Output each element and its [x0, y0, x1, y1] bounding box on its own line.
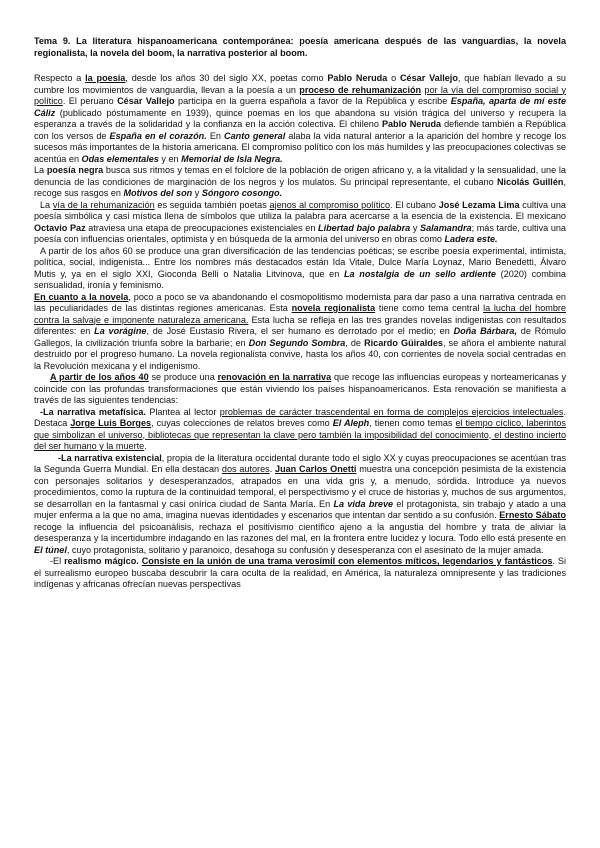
work-ladera-este: Ladera este.: [444, 234, 498, 244]
author-vallejo: César Vallejo: [117, 96, 175, 106]
text: se produce una: [148, 372, 218, 382]
text: La: [40, 199, 53, 210]
author-sabato: Ernesto Sábato: [499, 510, 566, 520]
paragraph-poesia-compromiso: [34, 73, 566, 165]
term-novela-regionalista: novela regionalista: [291, 303, 376, 313]
author-paz: Octavio Paz: [34, 222, 86, 233]
text: . Si el surrealismo europeo buscaba descubrir la cara oculta de la realidad, en América, la naturaleza omnipresente y las tradiciones indígenas y africanas ofrecían nuevas perspectivas: [34, 556, 567, 589]
text: En: [206, 130, 225, 141]
text: que recoge las influencias europeas y norteamericanas y coincide con las profundas transformaciones que están viviendo los países hispanoamericanos. Esta renovación se manifiesta a través de las siguientes tendencias:: [34, 372, 566, 405]
author-guiraldes: Ricardo Güiraldes: [364, 337, 443, 348]
author-neruda: Pablo Neruda: [327, 73, 388, 83]
text: La: [34, 165, 47, 175]
text: tiene como tema central: [375, 303, 484, 313]
text: recoge la influencia del psicoanálisis, rechaza el positivismo científico ajeno a la angustia del hombre y trata de aliviar la desesperanza y la incertidumbre indagando en las razones del mal, en la frontera entre lucidez y locura. Todo ello está presente en: [34, 521, 566, 543]
term-la-poesia: la poesía: [85, 73, 126, 83]
work-voragine: La vorágine: [94, 326, 147, 336]
text: (publicado póstumamente en 1939), quince poemas en los que abandona su visión trágica del universo y recupera la esperanza a través de la solidaridad y la confianza en la acción colectiva. El chileno: [34, 107, 566, 129]
work-espana-caliz: España, aparta de mí este Cáliz: [34, 96, 566, 118]
text: , propia de la literatura occidental durante todo el siglo XX y cuyas preocupaciones se acentúan tras la Segunda Guerra Mundial. En ella destacan: [34, 452, 566, 474]
work-libertad: Libertad bajo palabra: [318, 222, 411, 233]
text: , tienen como temas: [369, 418, 456, 428]
paragraph-poesia-negra: [34, 165, 566, 200]
term-renovacion: renovación en la narrativa: [217, 372, 332, 382]
text: .: [144, 441, 147, 451]
term-lucha: la lucha del hombre contra la salvaje e imponente naturaleza americana.: [34, 303, 566, 325]
term-rehumanizacion: proceso de rehumanización: [299, 84, 422, 95]
text: de Rómulo Gallegos, la civilización triunfa sobre la barbarie; en: [34, 326, 566, 348]
term-anos-40: A partir de los años 40: [50, 372, 149, 382]
text: , cuyo protagonista, solitario y paranoico, desahoga su confusión y desesperanza con el asesinato de la mujer amada.: [66, 544, 544, 555]
text: muestra una concepción pesimista de la existencia con personajes solitarios y desesperanzados, atrapados en una vida gris y, a menudo, sórdida. Introduce ya nuevos procedimientos, como la ruptura de la continuidad temporal, el perspectivismo y el cruce de historias y, muchos de sus argumentos, se desarrollan en la fantasmal y casi onírica ciudad de Santa María. En: [34, 464, 567, 509]
work-odas: Odas elementales: [81, 153, 159, 164]
paragraph-renovacion: [34, 372, 566, 407]
text: , cuyas colecciones de relatos breves como: [151, 418, 333, 428]
author-vallejo: César Vallejo: [399, 73, 458, 83]
text: , desde los años 30 del siglo XX, poetas como: [125, 73, 328, 83]
text: y: [192, 188, 202, 198]
term-novela: En cuanto a la novela: [34, 291, 129, 302]
term-realismo-magico: realismo mágico.: [64, 556, 139, 566]
author-guillen: Nicolás Guillén: [496, 176, 564, 187]
text: A partir de los años 60 se produce una gran diversificación de las tendencias poéticas; se escribe poesía experimental, intimista, política, social, indigenista... Entre los nombres más destacados están Ida Vitale, Dulce María Loynaz, Mario Benedetti, Álvaro Mutis y, ya en el siglo XXI, Gioconda Belli o Natalia Litvinova, que en: [34, 245, 566, 279]
text: , poco a poco se va abandonando el cosmopolitismo modernista para dar paso a una narrativa centrada en las peculiaridades de las distintas regiones americanas. Esta: [34, 291, 566, 313]
work-vida-breve: La vida breve: [333, 498, 394, 509]
author-neruda: Pablo Neruda: [381, 119, 442, 129]
document-title: Tema 9. La literatura hispanoamericana contemporánea: poesía americana después de las vanguardias, la novela regionalista, la novela del boom, la narrativa posterior al boom.: [34, 36, 566, 58]
text: ; más tarde, cultiva una poesía con influencias orientales, optimista y en búsqueda de la armonía del universo en obras como: [34, 222, 566, 244]
term-narrativa-existencial: -La narrativa existencial: [58, 452, 162, 463]
work-aleph: El Aleph: [332, 418, 370, 428]
work-memorial: Memorial de Isla Negra.: [181, 153, 283, 164]
term-definicion-realismo: Consiste en la unión de una trama verosímil con elementos míticos, legendarios y fantásticos: [141, 556, 553, 566]
paragraph-novela-regionalista: [34, 292, 566, 373]
text: busca sus ritmos y temas en el folclore de la población de origen africano y, a la vitalidad y la sensualidad, une la denuncia de las condiciones de marginación de los negros y los mulatos. Su principal representante, el cubano: [34, 165, 566, 187]
work-tunel: El túnel: [34, 544, 67, 555]
work-salamandra: Salamandra: [420, 222, 472, 233]
text: , recoge sus rasgos en: [34, 176, 566, 198]
term-poesia-negra: poesía negra: [46, 165, 104, 175]
text: (2020) combina sensualidad, ironía y feminismo.: [34, 268, 566, 290]
text: , de: [345, 337, 365, 348]
text: y: [410, 222, 420, 233]
paragraph-realismo-magico: [34, 556, 566, 591]
work-songoro: Sóngoro cosongo.: [201, 188, 283, 198]
term-temas-borges: el tiempo cíclico, laberintos que simbolizan el universo, bibliotecas que representan la clave pero también la imposibilidad del conocimiento, el destino incierto del ser humano y la muerte: [34, 418, 566, 451]
term-dos-autores: dos autores: [221, 464, 270, 474]
text: , que habían llevado a su cumbre los movimientos de vanguardia, llevan a la poesía a un: [34, 73, 566, 95]
text: .: [269, 464, 276, 474]
author-onetti: Juan Carlos Onetti: [275, 464, 357, 474]
paragraph-existencial: [34, 453, 566, 557]
work-dona-barbara: Doña Bárbara,: [453, 326, 517, 336]
text: o: [387, 73, 400, 83]
text: el protagonista, sin trabajo y atado a una mujer enferma a la que no ama, imagina nuevas identidades y escenarios que intentan dar sentido a su confusión.: [34, 498, 566, 520]
text: . Destaca: [34, 406, 567, 428]
text: Esta lucha se refleja en las tres grandes novelas indigenistas con resultados diferentes: en: [34, 314, 566, 336]
text: defiende también a República con los versos de: [34, 119, 566, 141]
author-borges: Jorge Luis Borges: [70, 418, 152, 428]
term-problemas: problemas de carácter trascendental en forma de complejos ejercicios intelectuales: [219, 406, 564, 417]
author-lezama: José Lezama Lima: [438, 199, 520, 210]
work-nostalgia: La nostalgia de un sello ardiente: [343, 268, 496, 279]
text: y en: [158, 153, 182, 164]
term-compromiso: por la vía del compromiso social y político: [34, 84, 566, 106]
work-canto-general: Canto general: [224, 130, 286, 141]
term-ajenos: ajenos al compromiso político: [269, 199, 390, 210]
term-via-rehumanizacion: vía de la rehumanización: [52, 199, 155, 210]
work-espana-corazon: España en el corazón.: [109, 130, 207, 141]
paragraph-rehumanizacion: [34, 200, 566, 246]
text: . El peruano: [62, 96, 118, 106]
work-motivos-del-son: Motivos del son: [123, 188, 193, 198]
text: participa en la guerra española a favor de la República y escribe: [174, 96, 451, 106]
text: Plantea al lector: [145, 406, 220, 417]
text: -El: [50, 556, 65, 566]
text: , se añora el ambiente natural destruido por el progreso humano. La novela regionalista convive, hasta los años 40, con corrientes de novela social centradas en la Revolución mexicana y el indigenismo.: [34, 337, 567, 371]
text: Respecto a: [34, 73, 86, 83]
paragraph-anos-60: [34, 246, 566, 292]
text: atraviesa una etapa de preocupaciones existenciales en: [85, 222, 319, 233]
text: cultiva una poesía simbólica y casi mística llena de símbolos que utiliza la palabra para acercarse a la esencia de la existencia. El mexicano: [34, 199, 566, 221]
text: alaba la vida natural anterior a la aparición del hombre y recoge los sucesos más importantes de la historia americana. El compromiso político con los más humildes y las preocupaciones colectivas se acentúa en: [34, 130, 566, 164]
paragraph-metafisica: [34, 407, 566, 453]
text: , de José Eustasio Rivera, el ser humano es derrotado por el medio; en: [146, 326, 454, 336]
text: es seguida también poetas: [154, 199, 270, 210]
work-segundo-sombra: Don Segundo Sombra: [248, 337, 346, 348]
text: . El cubano: [390, 199, 439, 210]
term-narrativa-metafisica: -La narrativa metafísica.: [40, 406, 146, 417]
